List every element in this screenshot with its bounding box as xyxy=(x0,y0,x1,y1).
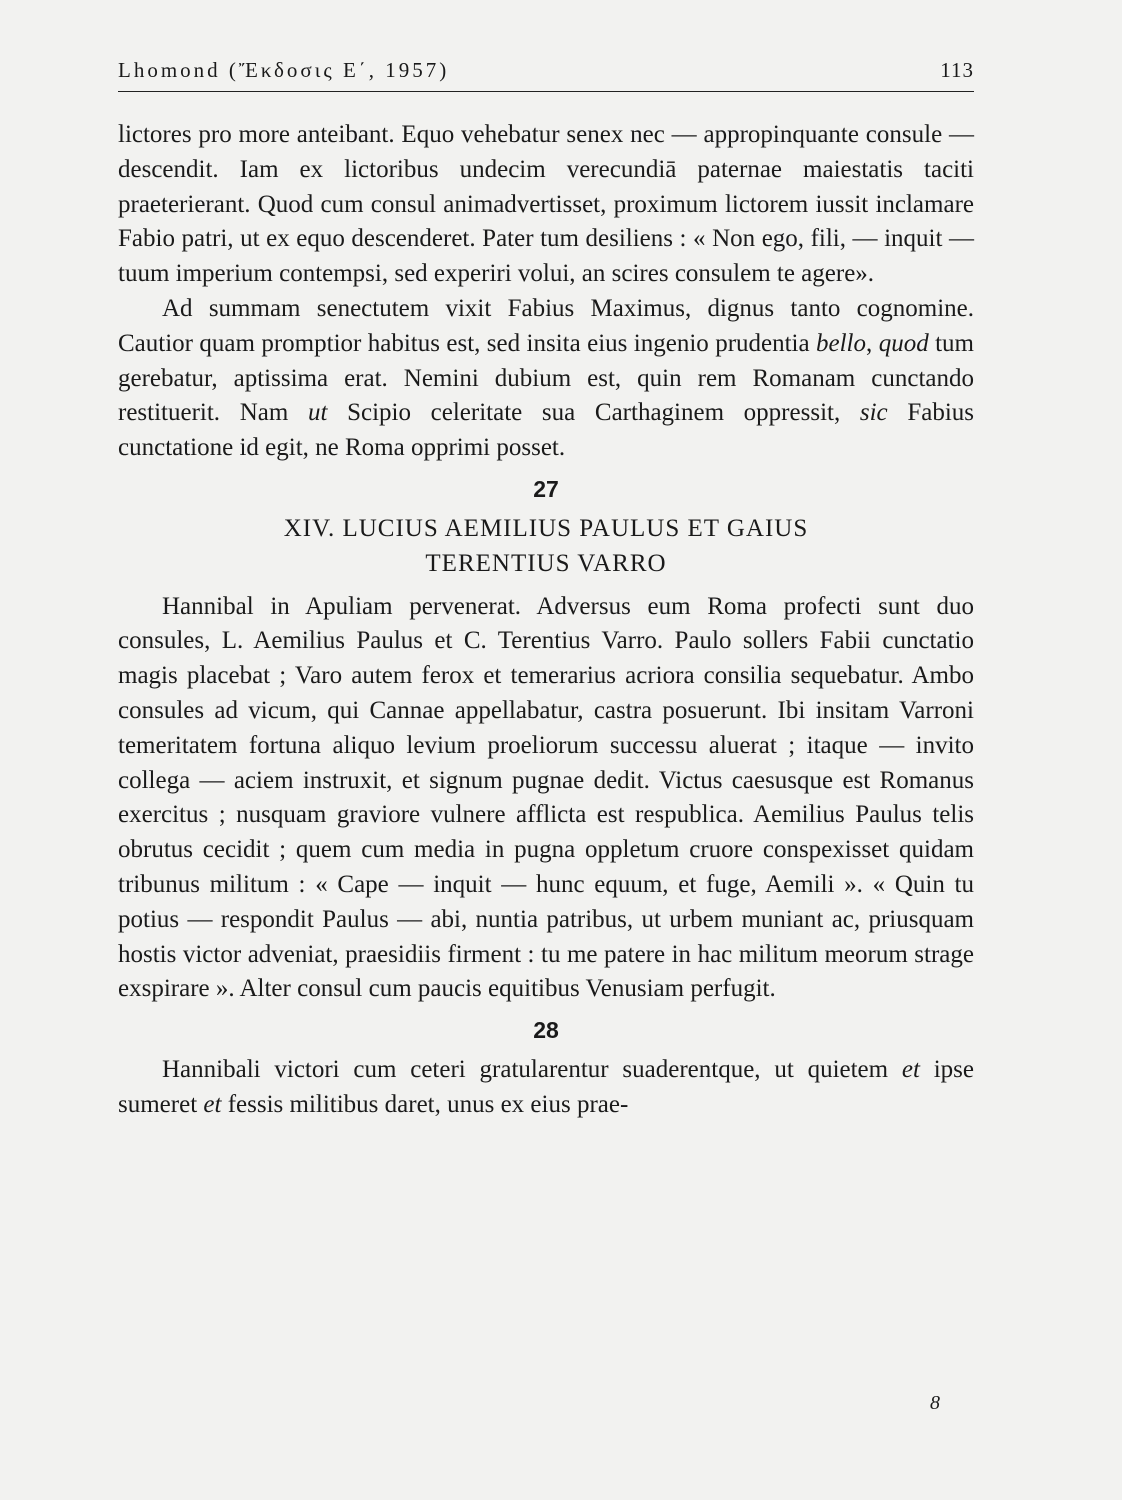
paragraph-2-italic: sic xyxy=(859,399,888,427)
paragraph-4-text: Hannibali victori cum ceteri gratularentur suaderentque, ut quietem xyxy=(162,1056,902,1084)
paragraph-4 xyxy=(118,1053,974,1123)
running-head xyxy=(118,58,974,92)
paragraph-2-text: , xyxy=(866,329,879,357)
section-number-27: 27 xyxy=(533,475,559,502)
paragraph-2-text: Scipio celeritate sua Carthaginem oppressit, xyxy=(327,399,860,427)
paragraph-2-text: tum gerebatur, aptissima erat. Nemini dubium est, quin rem Romanam cunctando restituerit. Nam xyxy=(118,329,974,427)
paragraph-2-italic: bello xyxy=(816,329,867,357)
chapter-title-line-2: TERENTIUS VARRO xyxy=(425,549,667,577)
paragraph-1: lictores pro more anteibant. Equo vehebatur senex nec — appropinquante consule — descendit. Iam ex lictoribus undecim verecundiā paternae maiestatis taciti praeterierant. Quod cum consul animadvertisset, proximum lictorem iussit inclamare Fabio patri, ut ex equo descenderet. Pater tum desiliens : « Non ego, fili, — inquit — tuum imperium contempsi, sed experiri volui, an scires consulem te agere». xyxy=(118,121,974,288)
chapter-title xyxy=(118,512,974,582)
body-text xyxy=(118,118,974,1123)
running-head-title: Lhomond (Ἔκδοσις Ε΄, 1957) xyxy=(118,58,450,82)
paragraph-2-italic: ut xyxy=(307,399,328,427)
page-number: 113 xyxy=(940,58,974,82)
paragraph-2-text: Ad summam senectutem vixit Fabius Maximus, dignus tanto cognomine. Cautior quam promptior habitus est, sed insita eius ingenio prudentia xyxy=(118,294,974,357)
chapter-title-line-1: XIV. LUCIUS AEMILIUS PAULUS ET GAIUS xyxy=(283,514,809,542)
paragraph-2-italic: quod xyxy=(878,329,929,357)
signature-mark: 8 xyxy=(930,1392,940,1414)
paragraph-4-italic: et xyxy=(901,1056,920,1084)
paragraph-3: Hannibal in Apuliam pervenerat. Adversus eum Roma profecti sunt duo consules, L. Aemilius Paulus et C. Terentius Varro. Paulo sollers Fabii cunctatio magis placebat ; Varo autem ferox et temerarius acriora consilia sequebatur. Ambo consules ad vicum, qui Cannae appellabatur, castra posuerunt. Ibi insitam Varroni temeritatem fortuna aliquo levium proeliorum successu aluerat ; itaque — invito collega — aciem instruxit, et signum pugnae dedit. Victus caesusque est Romanus exercitus ; nusquam graviore vulnere afflicta est respublica. Aemilius Paulus telis obrutus cecidit ; quem cum media in pugna oppletum cruore conspexisset quidam tribunus militum : « Cape — inquit — hunc equum, et fuge, Aemili ». « Quin tu potius — respondit Paulus — abi, nuntia patribus, ut urbem muniant ac, priusquam hostis victor adveniat, praesidiis firment : tu me patere in hac militum meorum strage exspirare ». Alter consul cum paucis equitibus Venusiam perfugit. xyxy=(118,592,974,1003)
section-number-28: 28 xyxy=(533,1017,559,1044)
paragraph-4-italic: et xyxy=(203,1090,222,1118)
paragraph-2-text: Fabius cunctatione id egit, ne Roma opprimi posset. xyxy=(118,399,974,462)
page xyxy=(118,58,974,1123)
paragraph-4-text: fessis militibus daret, unus ex eius prae- xyxy=(221,1090,629,1118)
paragraph-4-text: ipse sumeret xyxy=(118,1056,974,1118)
paragraph-2 xyxy=(118,292,974,466)
